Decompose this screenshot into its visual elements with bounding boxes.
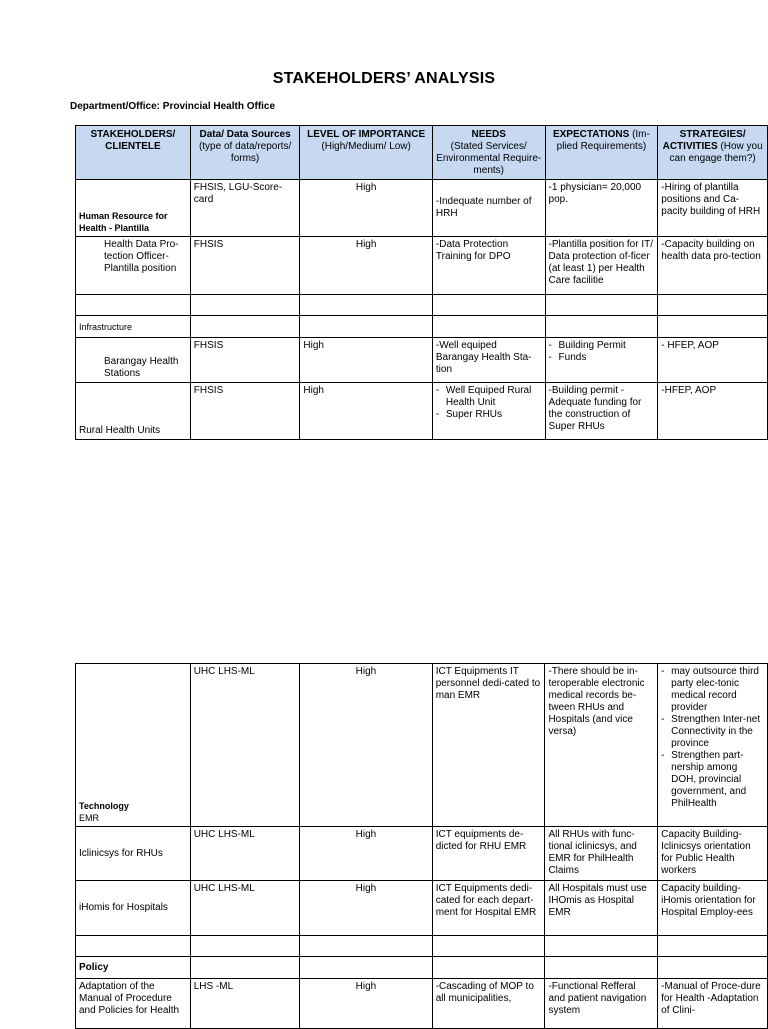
page-title: STAKEHOLDERS’ ANALYSIS — [272, 70, 496, 87]
table-header-row — [76, 126, 768, 180]
source-cell: UHC LHS-ML — [190, 664, 300, 827]
importance-cell: High — [300, 979, 432, 1029]
source-cell: FHSIS, LGU-Score-card — [190, 180, 300, 237]
stakeholder-title: Technology — [79, 801, 129, 811]
list-item: - Super RHUs — [436, 409, 542, 421]
source-cell: UHC LHS-ML — [190, 827, 300, 881]
expectations-cell: -Building permit -Adequate funding for the construction of Super RHUs — [545, 383, 658, 440]
source-cell: FHSIS — [190, 338, 300, 383]
table-row-empty — [76, 295, 768, 316]
needs-cell: ICT Equipments dedi-cated for each depart-ment for Hospital EMR — [432, 881, 545, 936]
section-label-policy: Policy — [76, 957, 191, 979]
expectations-cell: -Functional Refferal and patient navigation system — [545, 979, 658, 1029]
table-row — [76, 881, 768, 936]
source-cell: FHSIS — [190, 237, 300, 295]
needs-cell: -Well equiped Barangay Health Sta-tion — [432, 338, 545, 383]
importance-cell: High — [300, 827, 432, 881]
importance-cell: High — [300, 881, 432, 936]
source-cell: FHSIS — [190, 383, 300, 440]
source-cell: LHS -ML — [190, 979, 300, 1029]
table-row — [76, 664, 768, 827]
table-row — [76, 180, 768, 237]
expectations-cell: All Hospitals must use IHOmis as Hospital EMR — [545, 881, 658, 936]
table-row — [76, 383, 768, 440]
strategies-cell: Capacity building-iHomis orientation for Hospital Employ-ees — [658, 881, 768, 936]
source-cell: UHC LHS-ML — [190, 881, 300, 936]
strategies-cell: - HFEP, AOP — [658, 338, 768, 383]
expectations-cell — [545, 338, 658, 383]
table-row — [76, 237, 768, 295]
stakeholder-cell: Barangay Health Stations — [76, 338, 191, 383]
table-row-section — [76, 316, 768, 338]
stakeholder-cell — [76, 664, 191, 827]
importance-cell: High — [300, 664, 432, 827]
strategies-cell: -HFEP, AOP — [658, 383, 768, 440]
stakeholders-table-1 — [75, 125, 768, 440]
needs-cell: -Data Protection Training for DPO — [432, 237, 545, 295]
table-row-empty — [76, 936, 768, 957]
needs-cell: ICT equipments de-dicted for RHU EMR — [432, 827, 545, 881]
header-stakeholders: STAKEHOLDERS/ CLIENTELE — [76, 126, 191, 180]
needs-cell: ICT Equipments IT personnel dedi-cated to man EMR — [432, 664, 545, 827]
stakeholder-cell: Rural Health Units — [76, 383, 191, 440]
strategies-cell: -Manual of Proce-dure for Health -Adaptation of Clini- — [658, 979, 768, 1029]
stakeholder-cell: Health Data Pro-tection Officer-Plantilla position — [76, 237, 191, 295]
header-data-sources: Data/ Data Sources (type of data/reports/ forms) — [190, 126, 300, 180]
strategies-cell: -Capacity building on health data pro-tection — [658, 237, 768, 295]
list-item: - Strengthen Inter-net Connectivity in the province — [661, 714, 764, 750]
stakeholder-cell: Iclinicsys for RHUs — [76, 827, 191, 881]
header-importance: LEVEL OF IMPORTANCE (High/Medium/ Low) — [300, 126, 433, 180]
table-row — [76, 979, 768, 1029]
stakeholders-table-2 — [75, 663, 768, 1029]
needs-cell — [432, 383, 545, 440]
strategies-cell — [658, 664, 768, 827]
needs-cell: -Indequate number of HRH — [432, 180, 545, 237]
expectations-cell: -1 physician= 20,000 pop. — [545, 180, 658, 237]
list-item: - Building Permit — [549, 340, 655, 352]
list-item: - Funds — [549, 352, 655, 364]
stakeholder-cell: Adaptation of the Manual of Procedure and Policies for Health — [76, 979, 191, 1029]
header-expectations: EXPECTATIONS (Im-plied Requirements) — [545, 126, 658, 180]
table-row — [76, 827, 768, 881]
needs-cell: -Cascading of MOP to all municipalities, — [432, 979, 545, 1029]
importance-cell: High — [300, 180, 433, 237]
table-row — [76, 338, 768, 383]
strategies-cell: Capacity Building-Iclinicsys orientation for Public Health workers — [658, 827, 768, 881]
list-item: - Well Equiped Rural Health Unit — [436, 385, 542, 409]
importance-cell: High — [300, 338, 433, 383]
strategies-cell: -Hiring of plantilla positions and Ca-pacity building of HRH — [658, 180, 768, 237]
importance-cell: High — [300, 383, 433, 440]
expectations-cell: -Plantilla position for IT/ Data protection of-ficer (at least 1) per Health Care facilitie — [545, 237, 658, 295]
list-item: - Strengthen part-nership among DOH, provincial government, and PhilHealth — [661, 750, 764, 810]
expectations-cell: -There should be in-teroperable electronic medical records be-tween RHUs and Hospitals (and vice versa) — [545, 664, 658, 827]
importance-cell: High — [300, 237, 433, 295]
stakeholder-cell: Human Resource for Health - Plantilla — [76, 180, 191, 237]
expectations-cell: All RHUs with func-tional iclinicsys, and EMR for PhilHealth Claims — [545, 827, 658, 881]
stakeholder-cell: iHomis for Hospitals — [76, 881, 191, 936]
header-strategies: STRATEGIES/ ACTIVITIES (How you can engage them?) — [658, 126, 768, 180]
list-item: - may outsource third party elec-tonic medical record provider — [661, 666, 764, 714]
table-row-section — [76, 957, 768, 979]
stakeholder-subtitle: EMR — [79, 813, 99, 823]
header-needs: NEEDS (Stated Services/ Environmental Require-ments) — [432, 126, 545, 180]
department-label: Department/Office: Provincial Health Office — [70, 101, 276, 112]
section-label-infrastructure: Infrastructure — [76, 316, 191, 338]
